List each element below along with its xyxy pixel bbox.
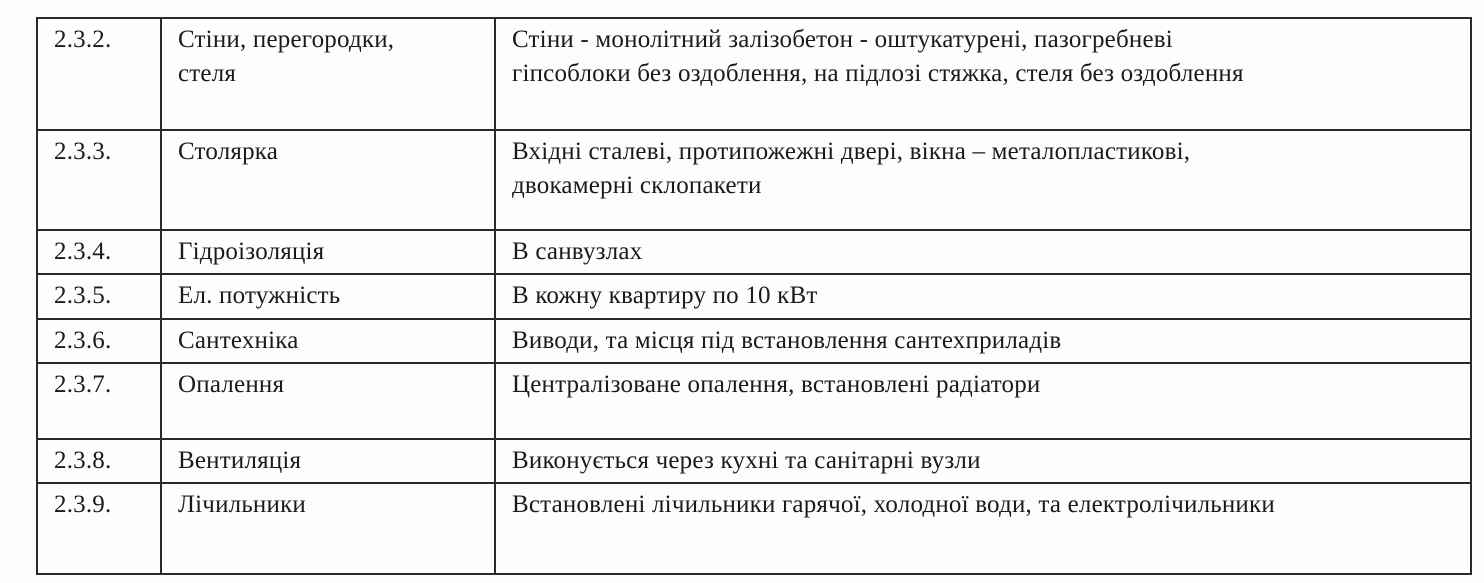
specification-table [36,17,1472,575]
row-number: 2.3.3. [37,130,161,230]
item-name [161,18,495,130]
description-line: гіпсоблоки без оздоблення, на підлозі стяжка, стеля без оздоблення [512,60,1244,87]
table-row [37,230,1471,274]
description-line: В санвузлах [512,238,643,265]
table-row [37,439,1471,483]
item-name [161,274,495,319]
item-name-line: Столярка [178,138,279,165]
table-row [37,130,1471,230]
item-name-line: Гідроізоляція [178,238,325,265]
item-name [161,439,495,483]
description-line: двокамерні склопакети [512,172,762,199]
item-name-line: стеля [178,60,237,87]
row-number: 2.3.6. [37,319,161,363]
description-line: Централізоване опалення, встановлені радіатори [512,371,1041,398]
table-row [37,18,1471,130]
description-line: Вхідні сталеві, протипожежні двері, вікна – металопластикові, [512,138,1191,165]
row-number: 2.3.5. [37,274,161,319]
item-name [161,130,495,230]
table-row [37,483,1471,574]
item-description [495,363,1471,439]
item-name [161,483,495,574]
row-number: 2.3.2. [37,18,161,130]
description-line: Стіни - монолітний залізобетон - оштукатурені, пазогребневі [512,26,1173,53]
item-description [495,230,1471,274]
item-name-line: Сантехніка [178,327,299,354]
row-number: 2.3.7. [37,363,161,439]
item-description [495,130,1471,230]
item-name-line: Стіни, перегородки, [178,26,395,53]
item-description [495,319,1471,363]
item-name-line: Опалення [178,371,285,398]
description-line: Встановлені лічильники гарячої, холодної води, та електролічильники [512,491,1275,518]
item-description [495,439,1471,483]
item-name-line: Ел. потужність [178,282,341,309]
description-line: Виконується через кухні та санітарні вузли [512,447,981,474]
table-row [37,319,1471,363]
item-name-line: Лічильники [178,491,307,518]
description-line: Виводи, та місця під встановлення сантехприладів [512,327,1062,354]
row-number: 2.3.4. [37,230,161,274]
item-name [161,363,495,439]
row-number: 2.3.8. [37,439,161,483]
item-description [495,274,1471,319]
item-name [161,319,495,363]
table-row [37,274,1471,319]
item-description [495,18,1471,130]
description-line: В кожну квартиру по 10 кВт [512,282,818,309]
item-name-line: Вентиляція [178,447,302,474]
table-row [37,363,1471,439]
row-number: 2.3.9. [37,483,161,574]
item-description [495,483,1471,574]
item-name [161,230,495,274]
